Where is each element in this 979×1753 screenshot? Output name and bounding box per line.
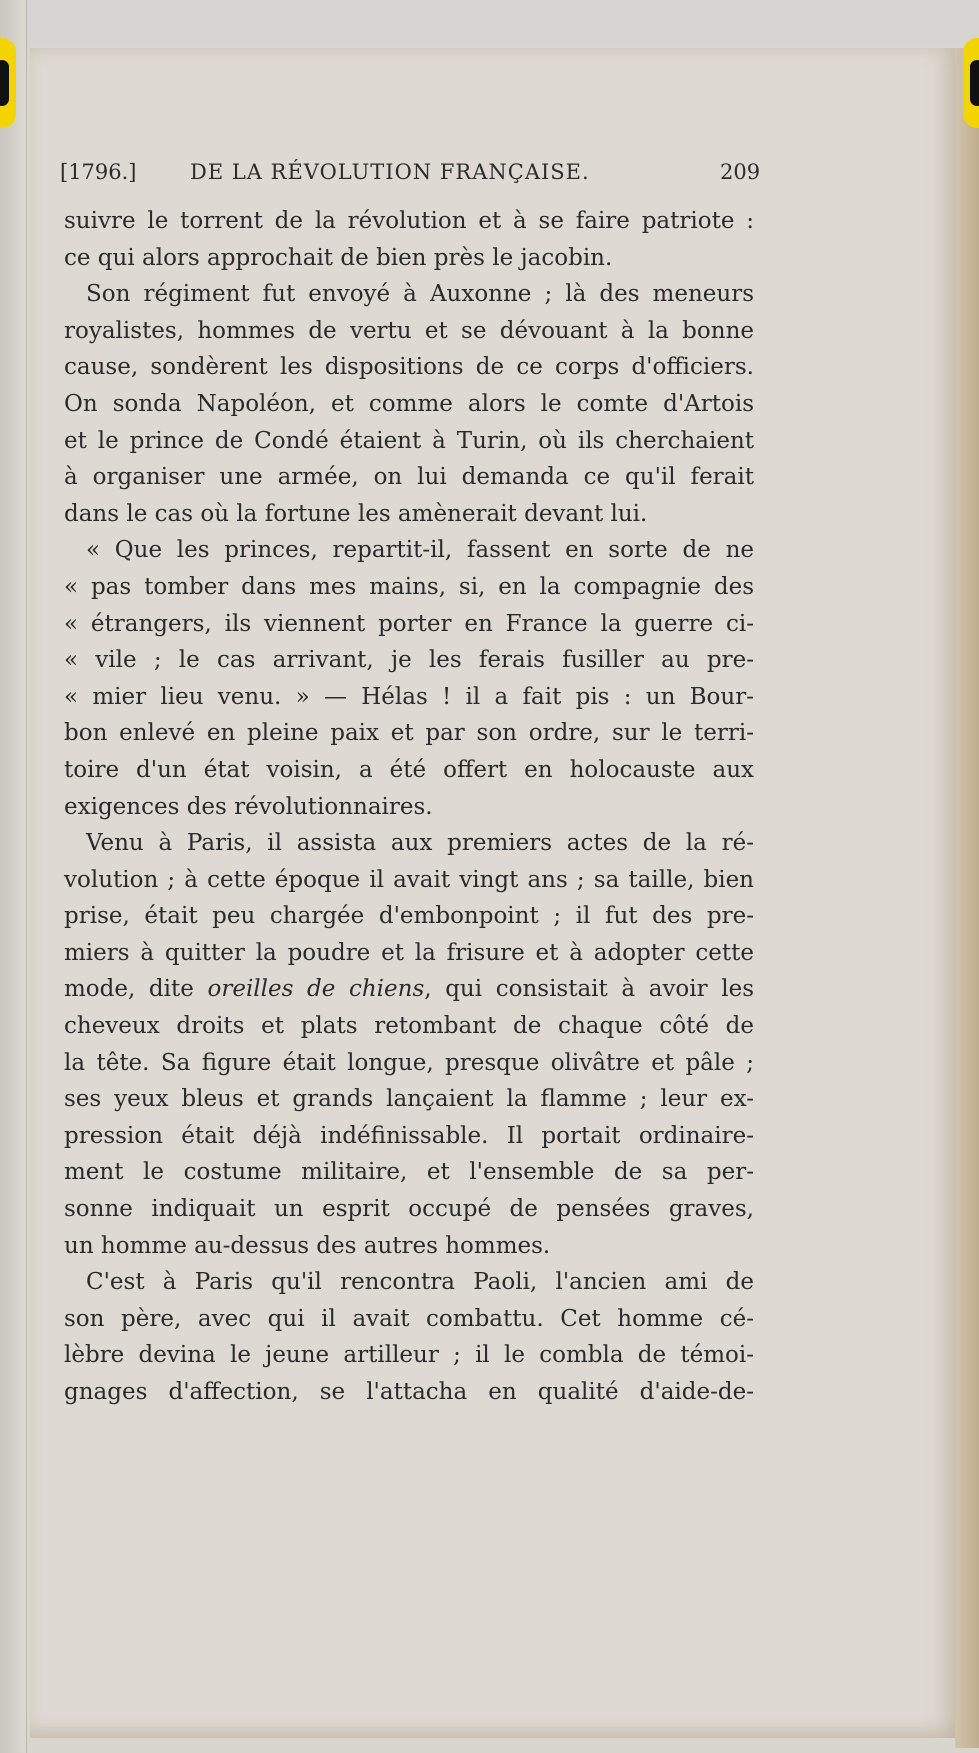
text-line: suivre le torrent de la révolution et à se faire patriote : [64,208,754,234]
scanner-top-margin [0,0,979,46]
text-line: « étrangers, ils viennent porter en France la guerre ci- [64,610,754,637]
running-head [60,160,760,188]
text-line: dans le cas où la fortune les amènerait devant lui. [64,500,648,527]
text-line: Venu à Paris, il assista aux premiers actes de la ré- [86,830,754,857]
text-line: gnages d'affection, se l'attacha en qualité d'aide-de- [64,1379,754,1405]
text-line: lèbre devina le jeune artilleur ; il le combla de témoi- [64,1342,754,1369]
text-line: pression était déjà indéfinissable. Il portait ordinaire- [64,1122,754,1149]
text-line: cheveux droits et plats retombant de chaque côté de [64,1013,754,1040]
text-line: prise, était peu chargée d'embonpoint ; il fut des pre- [64,903,754,930]
page-number: 209 [720,160,761,184]
text-line: sonne indiquait un esprit occupé de pensées graves, [64,1196,754,1223]
previous-page-edge [0,0,27,1753]
text-line: On sonda Napoléon, et comme alors le comte d'Artois [64,390,754,417]
text-line: cause, sondèrent les dispositions de ce corps d'officiers. [64,354,754,381]
text-line: « pas tomber dans mes mains, si, en la compagnie des [64,573,754,600]
running-head-year: [1796.] [60,160,137,184]
text-line: ment le costume militaire, et l'ensemble de sa per- [64,1159,754,1186]
right-scan-marker-icon [963,38,979,128]
text-segment: , qui consistait à avoir les [424,976,755,1003]
text-line: ses yeux bleus et grands lançaient la flamme ; leur ex- [64,1086,754,1113]
text-segment: mode, dite [64,976,208,1003]
text-line: à organiser une armée, on lui demanda ce qu'il ferait [64,464,754,491]
left-scan-marker-icon [0,38,16,128]
text-line: un homme au-dessus des autres hommes. [64,1232,551,1259]
text-line: Son régiment fut envoyé à Auxonne ; là des meneurs [86,281,754,308]
text-line: et le prince de Condé étaient à Turin, où ils cherchaient [64,427,754,454]
text-line: exigences des révolutionnaires. [64,793,433,820]
text-line: la tête. Sa figure était longue, presque olivâtre et pâle ; [64,1049,754,1076]
text-line: miers à quitter la poudre et la frisure et à adopter cette [64,939,754,966]
text-line: ce qui alors approchait de bien près le jacobin. [64,244,613,271]
text-line-with-italic [64,971,754,1008]
text-line: « Que les princes, repartit-il, fassent en sorte de ne [86,537,754,564]
text-line: bon enlevé en pleine paix et par son ordre, sur le terri- [64,720,754,747]
text-line: toire d'un état voisin, a été offert en holocauste aux [64,756,754,783]
text-line: royalistes, hommes de vertu et se dévouant à la bonne [64,317,754,344]
italic-phrase: oreilles de chiens [207,976,425,1003]
text-line: C'est à Paris qu'il rencontra Paoli, l'ancien ami de [86,1269,754,1296]
text-line: « vile ; le cas arrivant, je les ferais fusiller au pre- [64,647,754,674]
running-head-title: DE LA RÉVOLUTION FRANÇAISE. [190,160,590,184]
page-fore-edge [955,48,979,1748]
text-line: volution ; à cette époque il avait vingt ans ; sa taille, bien [64,866,754,893]
text-line: « mier lieu venu. » — Hélas ! il a fait pis : un Bour- [64,683,754,710]
text-line: son père, avec qui il avait combattu. Cet homme cé- [64,1305,754,1332]
body-text [64,203,754,1411]
